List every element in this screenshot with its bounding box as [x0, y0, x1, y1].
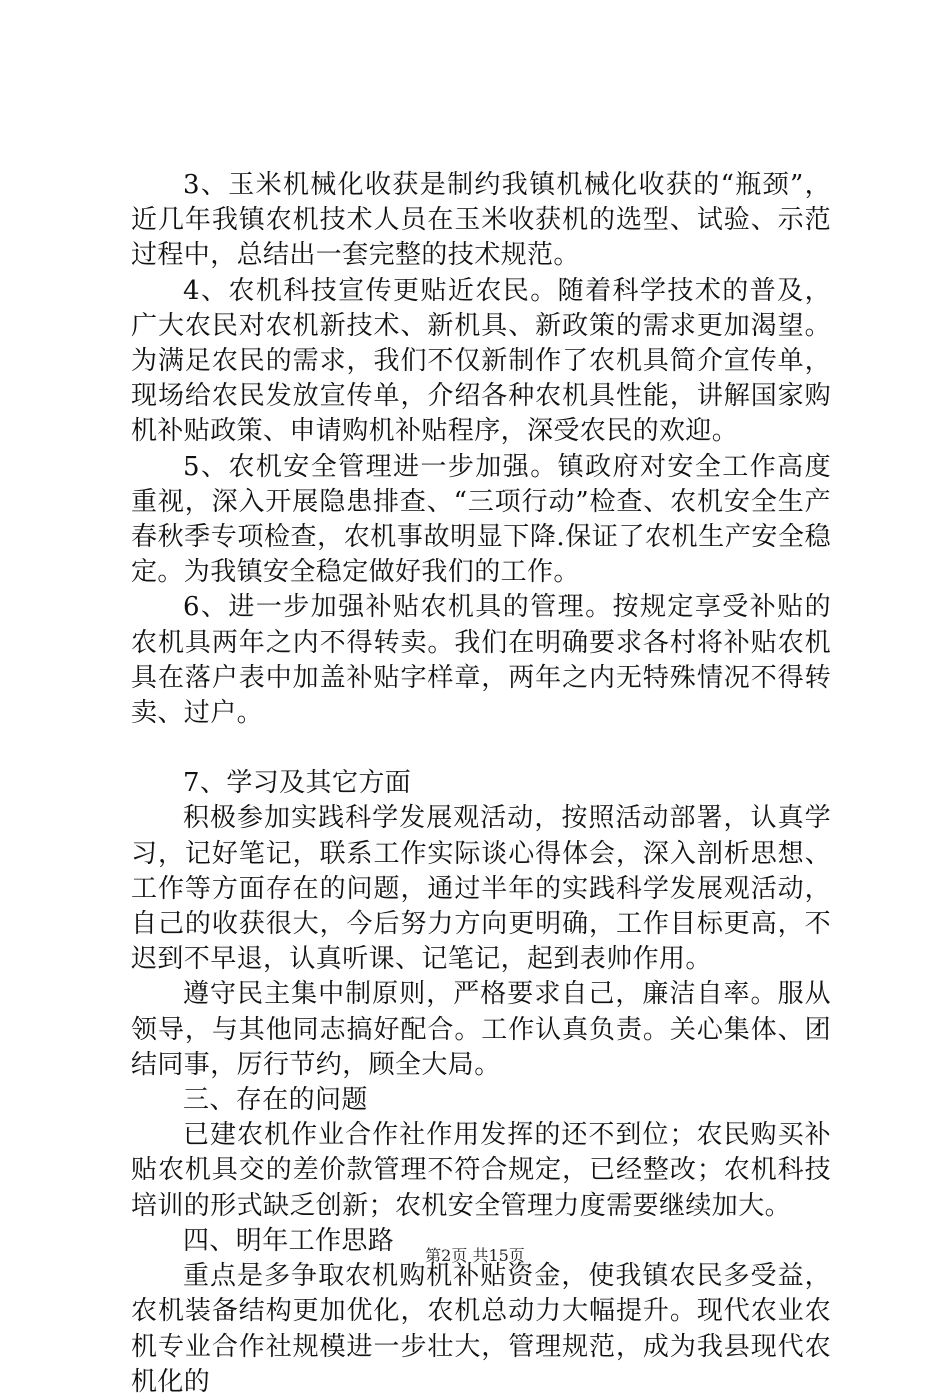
section-heading-problems: 三、存在的问题 [183, 1085, 368, 1116]
paragraph-corn-harvest: 3、玉米机械化收获是制约我镇机械化收获的“瓶颈”，近几年我镇农机技术人员在玉米收获机的选型、试验、示范过程中，总结出一套完整的技术规范。 [131, 170, 831, 271]
section-heading-study: 7、学习及其它方面 [183, 768, 412, 799]
section-heading-next-year: 四、明年工作思路 [183, 1225, 395, 1256]
paragraph-discipline: 遵守民主集中制原则，严格要求自己，廉洁自率。服从领导，与其他同志搞好配合。工作认真负责。关心集体、团结同事，厉行节约，顾全大局。 [131, 979, 831, 1080]
page-number-footer: 第2页 共15页 [425, 1246, 525, 1265]
document-body [131, 168, 831, 1400]
paragraph-safety-management: 5、农机安全管理进一步加强。镇政府对安全工作高度重视，深入开展隐患排查、“三项行动”检查、农机安全生产春秋季专项检查，农机事故明显下降.保证了农机生产安全稳定。为我镇安全稳定做好我们的工作。 [131, 451, 831, 588]
paragraph-next-year-plan: 重点是多争取农机购机补贴资金，使我镇农民多受益，农机装备结构更加优化，农机总动力大幅提升。现代农业农机专业合作社规模进一步壮大，管理规范，成为我县现代农机化的 [131, 1261, 831, 1397]
paragraph-study-practice: 积极参加实践科学发展观活动，按照活动部署，认真学习，记好笔记，联系工作实际谈心得体会，深入剖析思想、工作等方面存在的问题，通过半年的实践科学发展观活动，自己的收获很大，今后努力方向更明确，工作目标更高，不迟到不早退，认真听课、记笔记，起到表帅作用。 [131, 803, 831, 975]
paragraph-tech-promotion: 4、农机科技宣传更贴近农民。随着科学技术的普及，广大农民对农机新技术、新机具、新政策的需求更加渴望。为满足农民的需求，我们不仅新制作了农机具简介宣传单，现场给农民发放宣传单，介绍各种农机具性能，讲解国家购机补贴政策、申请购机补贴程序，深受农民的欢迎。 [131, 275, 831, 447]
paragraph-subsidy-management: 6、进一步加强补贴农机具的管理。按规定享受补贴的农机具两年之内不得转卖。我们在明确要求各村将补贴农机具在落户表中加盖补贴字样章，两年之内无特殊情况不得转卖、过户。 [131, 592, 831, 729]
paragraph-problems: 已建农机作业合作社作用发挥的还不到位；农民购买补贴农机具交的差价款管理不符合规定，已经整改；农机科技培训的形式缺乏创新；农机安全管理力度需要继续加大。 [131, 1120, 831, 1221]
